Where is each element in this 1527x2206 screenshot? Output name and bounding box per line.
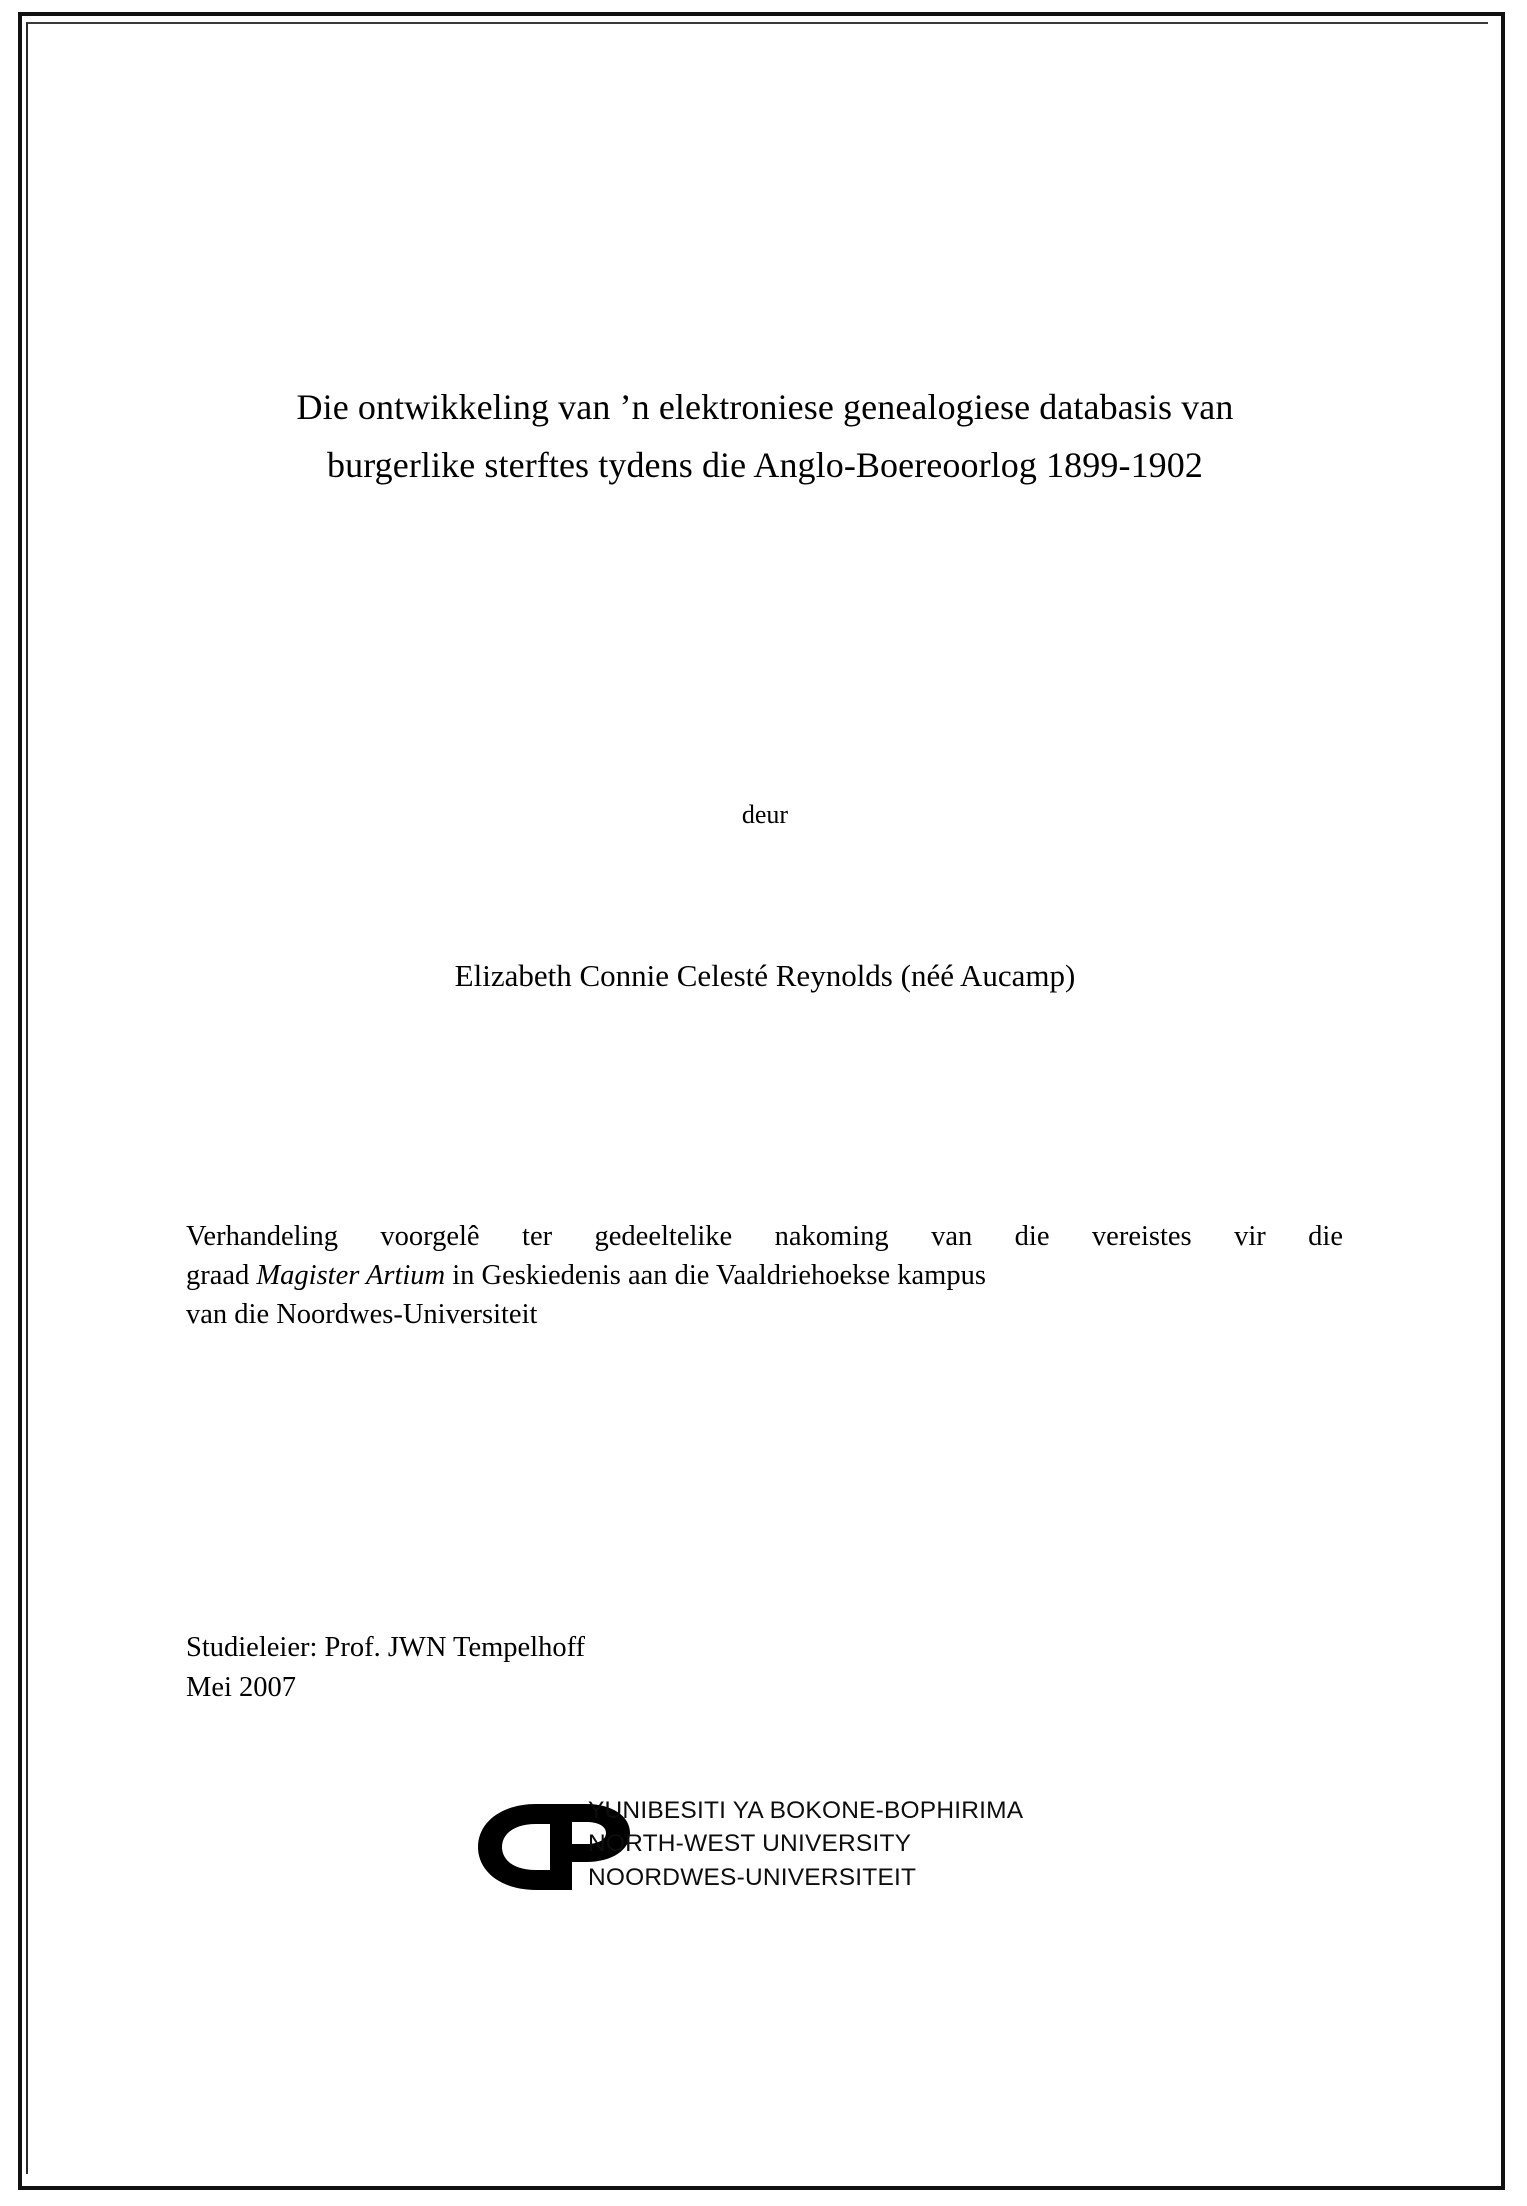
author-name: Elizabeth Connie Celesté Reynolds (néé Aucamp) [454,958,1076,993]
supervisor-block [186,1628,1086,1708]
university-logo-block [466,1790,1106,1910]
by-label: deur [741,800,789,829]
logo-text-line-1: YUNIBESITI YA BOKONE-BOPHIRIMA [588,1797,1024,1824]
degree-statement [186,1218,1343,1334]
university-logo-text [588,1794,1023,1894]
degree-statement-line-2-before: graad [186,1259,257,1291]
logo-text-line-2: NORTH-WEST UNIVERSITY [588,1830,912,1858]
page-title [180,378,1350,495]
degree-statement-line-2-after: in Geskiedenis aan die Vaaldriehoekse kampus [445,1259,986,1291]
degree-statement-line-1: Verhandeling voorgelê ter gedeeltelike nakoming van die vereistes vir die [186,1221,1343,1252]
degree-statement-line-2 [186,1257,1343,1296]
logo-text-line-3: NOORDWES-UNIVERSITEIT [588,1863,917,1891]
date-line: Mei 2007 [186,1671,297,1703]
degree-statement-line-3: van die Noordwes-Universiteit [186,1298,538,1330]
supervisor-line: Studieleier: Prof. JWN Tempelhoff [186,1632,586,1663]
title-line-1: Die ontwikkeling van ’n elektroniese genealogiese databasis van [296,387,1234,427]
degree-name-italic: Magister Artium [256,1259,446,1291]
title-line-2: burgerlike sterftes tydens die Anglo-Boereoorlog 1899-1902 [327,445,1203,486]
